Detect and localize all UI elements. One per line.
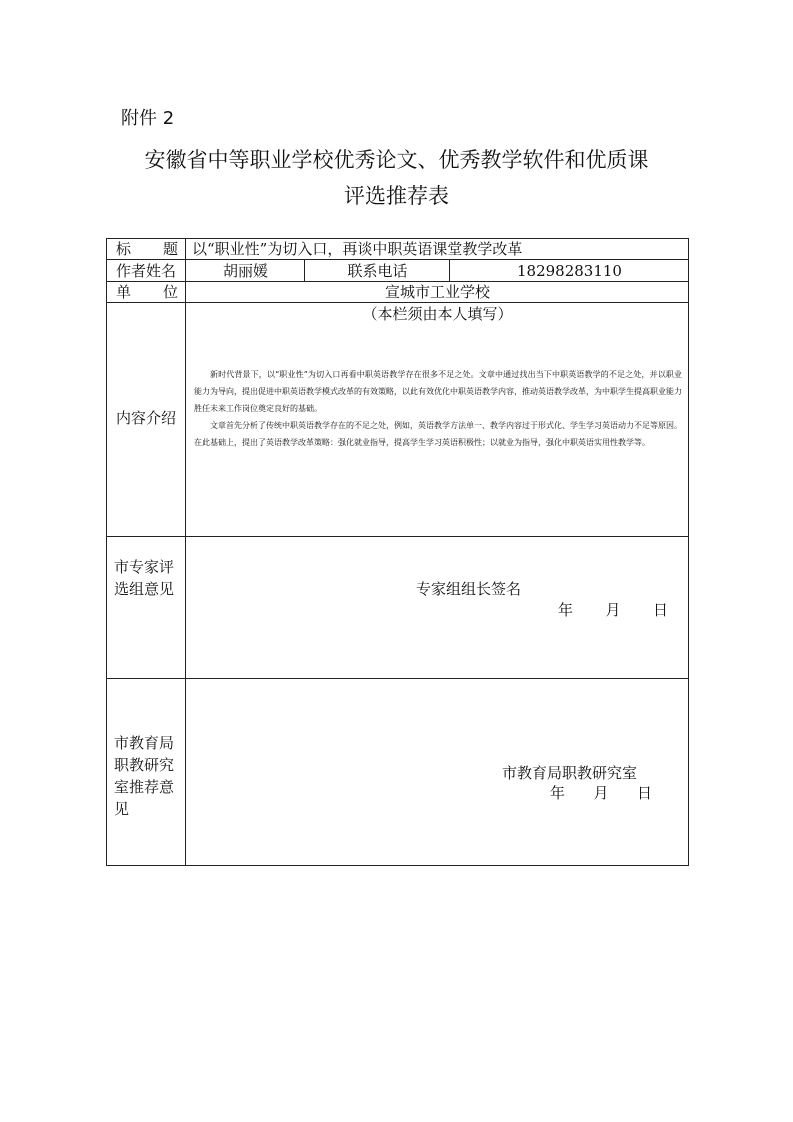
unit-value: 宣城市工业学校 [384,283,490,301]
expert-signature-label: 专家组组长签名 [416,580,522,598]
abstract-paragraph-1: 新时代背景下，以“职业性”为切入口再看中职英语教学存在很多不足之处。文章中通过找出当下中职英语教学的不足之处，并以职业能力为导向，提出促进中职英语教学模式改革的有效策略，以此有效优化中职英语教学内容，推动英语教学改革，为中职学生提高职业能力胜任未来工作岗位奠定良好的基础。 [194,370,682,413]
bureau-date-day: 日 [636,784,652,802]
expert-label-line1: 市专家评 [114,558,175,576]
author-label: 作者姓名 [115,262,176,280]
title-label [116,239,178,259]
bureau-date-month: 月 [593,784,609,802]
phone-value: 18298283110 [517,262,622,280]
expert-date-day: 日 [652,601,668,619]
abstract-paragraph-2: 文章首先分析了传统中职英语教学存在的不足之处，例如，英语教学方法单一、教学内容过于形式化、学生学习英语动力不足等原因。在此基础上，提出了英语教学改革策略：强化就业指导，提高学生学习英语积极性；以就业为指导，强化中职英语实用性教学等。 [194,421,682,447]
content-abstract [194,366,682,451]
expert-date-month: 月 [605,601,621,619]
unit-label-char1: 单 [116,283,132,301]
content-label: 内容介绍 [115,409,176,427]
bureau-label-line2: 职教研究 [114,756,175,774]
bureau-label-line1: 市教育局 [114,734,175,752]
title-label-char2: 题 [162,240,178,258]
bureau-label-line3: 室推荐意 [114,778,175,796]
content-note: （本栏须由本人填写） [362,305,513,323]
paper-title-value: 以“职业性”为切入口，再谈中职英语课堂教学改革 [192,240,523,258]
document-title-line1: 安徽省中等职业学校优秀论文、优秀教学软件和优质课 [144,148,649,172]
expert-date [558,600,668,620]
bureau-opinion-label [114,732,180,820]
recommendation-form [106,238,689,866]
bureau-date [550,783,652,803]
expert-date-year: 年 [558,601,574,619]
attachment-label: 附件 2 [121,108,175,129]
author-value: 胡丽媛 [222,262,268,280]
bureau-date-year: 年 [550,784,566,802]
document-title-line2: 评选推荐表 [344,184,449,208]
title-label-char1: 标 [116,240,132,258]
unit-label-char2: 位 [162,283,178,301]
bureau-signature-label: 市教育局职教研究室 [502,764,638,782]
expert-label-line2: 选组意见 [114,580,175,598]
expert-opinion-label [114,556,180,600]
phone-label: 联系电话 [347,262,408,280]
bureau-label-line4: 见 [114,800,130,818]
unit-label [116,282,178,302]
